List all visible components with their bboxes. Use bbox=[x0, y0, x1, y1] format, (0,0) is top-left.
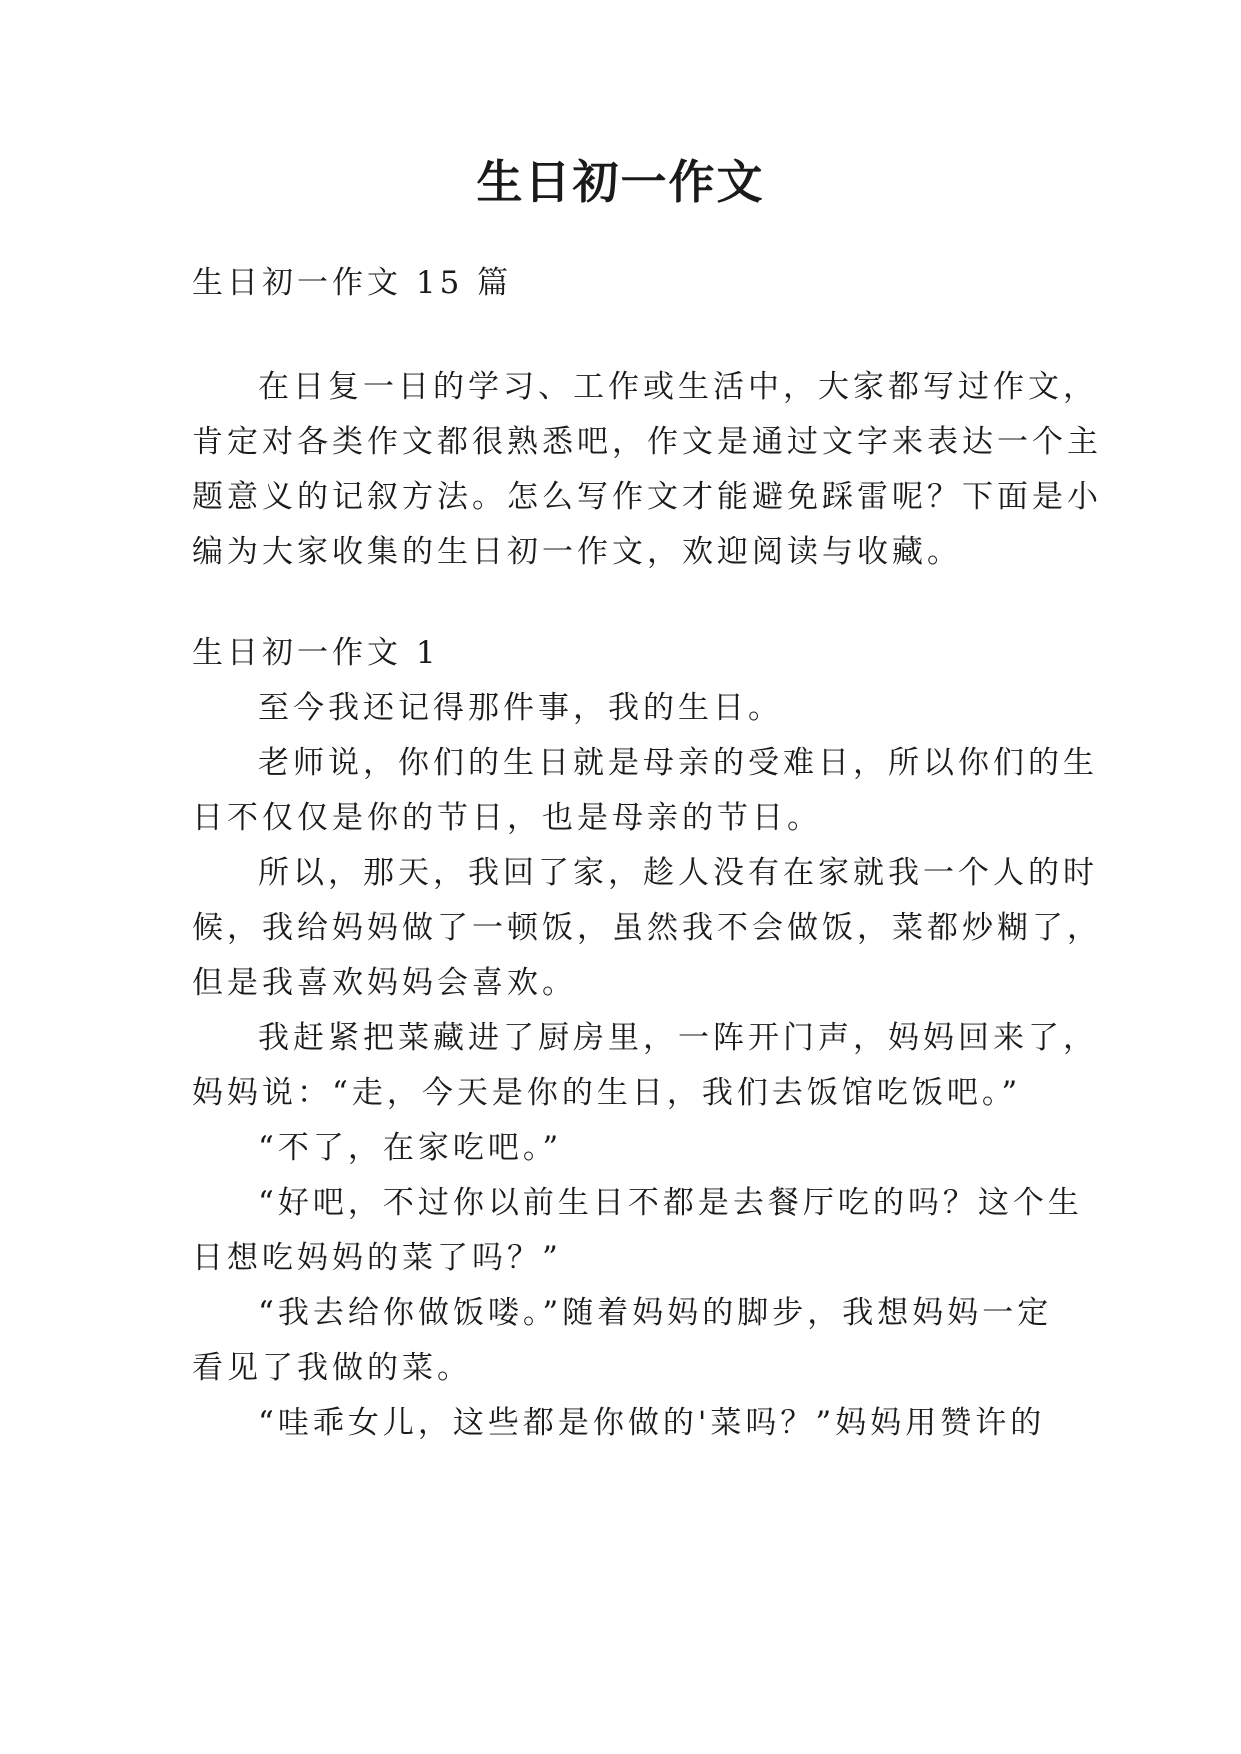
collection-subtitle: 生日初一作文 15 篇 bbox=[192, 265, 513, 301]
intro-line: 肯定对各类作文都很熟悉吧，作文是通过文字来表达一个主 bbox=[192, 424, 1102, 460]
body-line: 妈妈说：“走，今天是你的生日，我们去饭馆吃饭吧。” bbox=[192, 1075, 1022, 1111]
body-line: “哇乖女儿，这些都是你做的'菜吗？”妈妈用赞许的 bbox=[258, 1405, 1046, 1441]
body-line: 日想吃妈妈的菜了吗？” bbox=[192, 1240, 562, 1276]
intro-line: 编为大家收集的生日初一作文，欢迎阅读与收藏。 bbox=[192, 534, 962, 570]
body-line: 看见了我做的菜。 bbox=[192, 1350, 472, 1386]
body-line: 日不仅仅是你的节日，也是母亲的节日。 bbox=[192, 800, 822, 836]
body-line: 候，我给妈妈做了一顿饭，虽然我不会做饭，菜都炒糊了， bbox=[192, 910, 1102, 946]
body-line: 老师说，你们的生日就是母亲的受难日，所以你们的生 bbox=[258, 745, 1098, 781]
body-line: “我去给你做饭喽。”随着妈妈的脚步，我想妈妈一定 bbox=[258, 1295, 1053, 1331]
body-line: 所以，那天，我回了家，趁人没有在家就我一个人的时 bbox=[258, 855, 1098, 891]
body-line: “好吧，不过你以前生日不都是去餐厅吃的吗？这个生 bbox=[258, 1185, 1083, 1221]
document-title: 生日初一作文 bbox=[476, 155, 765, 209]
intro-line: 题意义的记叙方法。怎么写作文才能避免踩雷呢？下面是小 bbox=[192, 479, 1102, 515]
body-line: 至今我还记得那件事，我的生日。 bbox=[258, 690, 783, 726]
intro-line: 在日复一日的学习、工作或生活中，大家都写过作文， bbox=[258, 369, 1098, 405]
body-line: 我赶紧把菜藏进了厨房里，一阵开门声，妈妈回来了， bbox=[258, 1020, 1098, 1056]
body-line: 但是我喜欢妈妈会喜欢。 bbox=[192, 965, 577, 1001]
body-line: “不了，在家吃吧。” bbox=[258, 1130, 563, 1166]
section-heading: 生日初一作文 1 bbox=[192, 635, 440, 671]
